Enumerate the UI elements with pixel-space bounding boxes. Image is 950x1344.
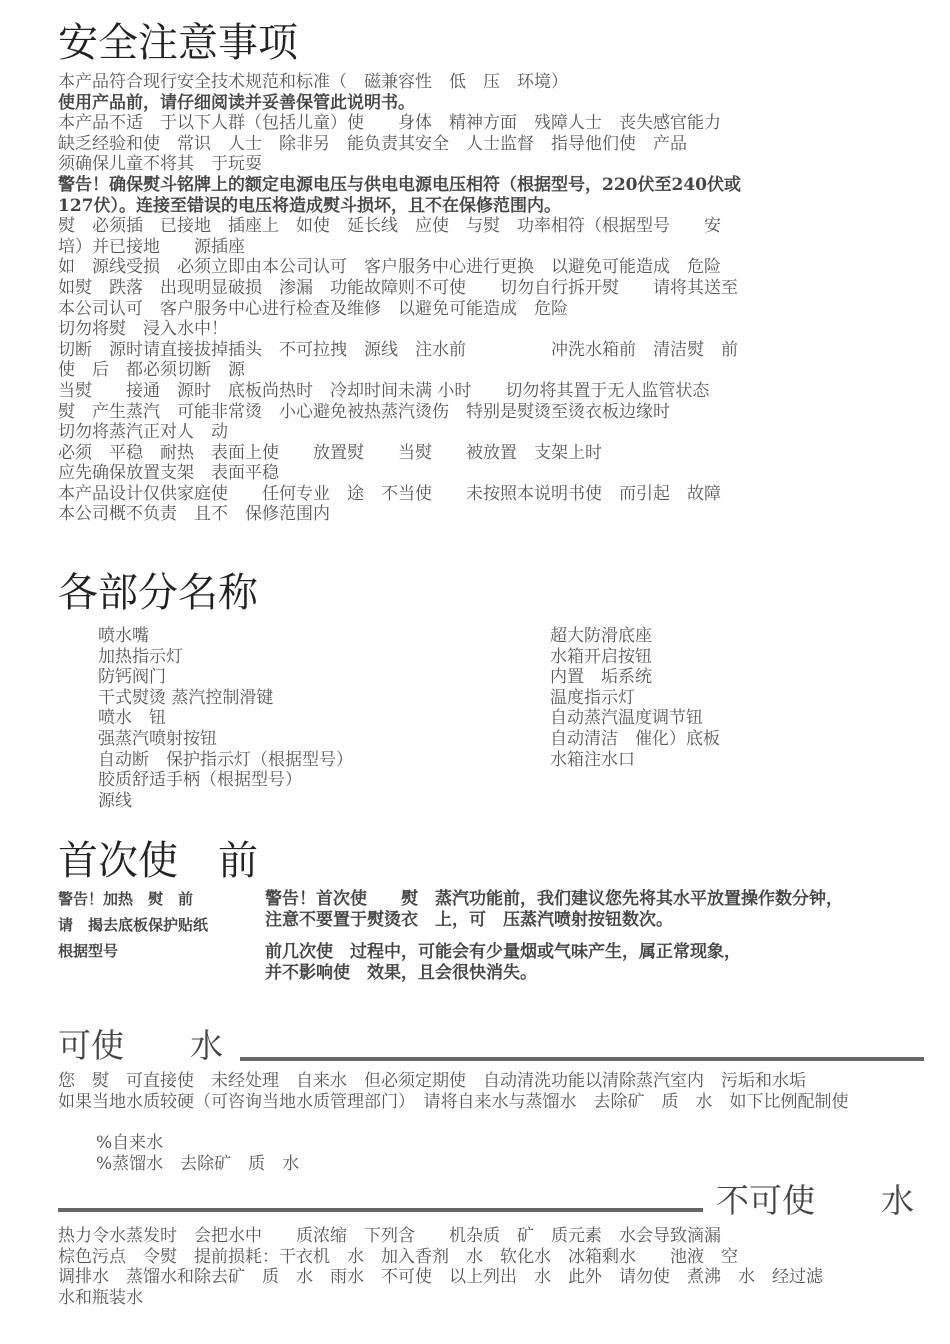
usable-water-line: 如果当地水质较硬（可咨询当地水质管理部门） 请将自来水与蒸馏水 去除矿 质 水 如下比例配制使 [58, 1091, 849, 1112]
first-use-title: 首次使 前 [58, 838, 258, 884]
unusable-water-line: 棕色污点 令熨 提前损耗：干衣机 水 加入香剂 水 软化水 冰箱剩水 池液 空 [58, 1246, 738, 1267]
unusable-water-text [58, 1226, 823, 1308]
part-item: 防钙阀门 [98, 667, 166, 688]
part-item: 超大防滑底座 [550, 626, 652, 646]
first-use-warning-right [265, 889, 843, 983]
section-rule [58, 1208, 703, 1212]
part-item: 源线 [98, 790, 132, 811]
safety-line: 切断 源时请直接拔掉插头 不可拉拽 源线 注水前 冲洗水箱前 清洁熨 前 [58, 339, 738, 360]
part-item: 胶质舒适手柄（根据型号） [98, 770, 302, 791]
water-ratio-list [96, 1133, 299, 1174]
water-ratio-item: %蒸馏水 去除矿 质 水 [96, 1153, 300, 1174]
unusable-water-line: 热力令水蒸发时 会把水中 质浓缩 下列含 机杂质 矿 质元素 水会导致滴漏 [58, 1226, 721, 1246]
safety-line: 本产品不适 于以下人群（包括儿童）使 身体 精神方面 残障人士 丧失感官能力 [58, 113, 721, 134]
safety-line: 如 源线受损 必须立即由本公司认可 客户服务中心进行更换 以避免可能造成 危险 [58, 257, 721, 278]
safety-line: 使 后 都必须切断 源 [58, 360, 245, 381]
first-use-left-line: 请 揭去底板保护贴纸 [58, 916, 209, 934]
part-item: 干式熨烫 蒸汽控制滑键 [98, 687, 274, 708]
safety-line: 熨 产生蒸汽 可能非常烫 小心避免被热蒸汽烫伤 特别是熨烫至烫衣板边缘时 [58, 401, 670, 422]
safety-warning-line: 警告！确保熨斗铭牌上的额定电源电压与供电电源电压相符（根据型号，220伏至240伏或 [58, 174, 741, 195]
part-item: 自动断 保护指示灯（根据型号） [98, 749, 353, 770]
part-item: 喷水 钮 [98, 708, 166, 729]
first-use-left-line: 警告！加热 熨 前 [58, 890, 194, 908]
safety-line: 须确保儿童不将其 于玩耍 [58, 154, 262, 175]
first-use-right-line: 注意不要置于熨烫衣 上，可 压蒸汽喷射按钮数次。 [265, 909, 673, 930]
safety-line: 使用产品前，请仔细阅读并妥善保管此说明书。 [58, 92, 415, 113]
first-use-left-line: 根据型号 [58, 942, 119, 960]
safety-warning-line: 127伏）。连接至错误的电压将造成熨斗损坏，且不在保修范围内。 [58, 195, 561, 216]
parts-list-right [550, 626, 720, 770]
safety-title: 安全注意事项 [58, 20, 298, 66]
unusable-water-title: 不可使 水 [716, 1181, 914, 1220]
part-item: 自动清洁 催化）底板 [550, 728, 720, 749]
safety-line: 缺乏经验和使 常识 人士 除非另 能负责其安全 人士监督 指导他们使 产品 [58, 133, 687, 154]
first-use-warning-left [58, 886, 208, 964]
safety-line: 切勿将蒸汽正对人 动 [58, 422, 228, 443]
water-ratio-item: %自来水 [96, 1133, 164, 1153]
part-item: 温度指示灯 [550, 687, 635, 708]
first-use-right-line: 前几次使 过程中，可能会有少量烟或气味产生，属正常现象， [265, 942, 741, 963]
part-item: 强蒸汽喷射按钮 [98, 728, 217, 749]
usable-water-line: 您 熨 可直接使 未经处理 自来水 但必须定期使 自动清洗功能以清除蒸汽室内 污垢和水垢 [58, 1071, 806, 1091]
part-item: 喷水嘴 [98, 626, 149, 646]
part-item: 水箱开启按钮 [550, 646, 652, 667]
safety-line: 当熨 接通 源时 底板尚热时 冷却时间未满 小时 切勿将其置于无人监管状态 [58, 380, 710, 401]
first-use-right-line: 并不影响使 效果，且会很快消失。 [265, 962, 537, 983]
safety-line: 应先确保放置支架 表面平稳 [58, 463, 279, 484]
usable-water-title: 可使 水 [58, 1026, 223, 1065]
safety-line: 本公司概不负责 且不 保修范围内 [58, 504, 330, 525]
safety-list [58, 72, 741, 525]
safety-line: 如熨 跌落 出现明显破损 渗漏 功能故障则不可使 切勿自行拆开熨 请将其送至 [58, 277, 738, 298]
usable-water-text [58, 1071, 849, 1112]
safety-line: 本公司认可 客户服务中心进行检查及维修 以避免可能造成 危险 [58, 298, 568, 319]
unusable-water-line: 调排水 蒸馏水和除去矿 质 水 雨水 不可使 以上列出 水 此外 请勿使 煮沸 水 经过滤 [58, 1267, 823, 1288]
part-item: 自动蒸汽温度调节钮 [550, 708, 703, 729]
safety-line: 培）并已接地 源插座 [58, 236, 245, 257]
safety-line: 切勿将熨 浸入水中！ [58, 319, 228, 340]
parts-list-left [98, 626, 353, 811]
safety-line: 熨 必须插 已接地 插座上 如使 延长线 应使 与熨 功率相符（根据型号 安 [58, 216, 721, 237]
section-rule [240, 1057, 924, 1061]
safety-line: 本产品符合现行安全技术规范和标准（ 磁兼容性 低 压 环境） [58, 72, 568, 92]
first-use-right-line: 警告！首次使 熨 蒸汽功能前，我们建议您先将其水平放置操作数分钟， [265, 889, 843, 909]
parts-title: 各部分名称 [58, 570, 258, 616]
safety-line: 必须 平稳 耐热 表面上使 放置熨 当熨 被放置 支架上时 [58, 442, 602, 463]
unusable-water-line: 水和瓶装水 [58, 1287, 143, 1308]
part-item: 内置 垢系统 [550, 667, 652, 688]
safety-line: 本产品设计仅供家庭使 任何专业 途 不当使 未按照本说明书使 而引起 故障 [58, 483, 721, 504]
part-item: 加热指示灯 [98, 646, 183, 667]
part-item: 水箱注水口 [550, 749, 635, 770]
